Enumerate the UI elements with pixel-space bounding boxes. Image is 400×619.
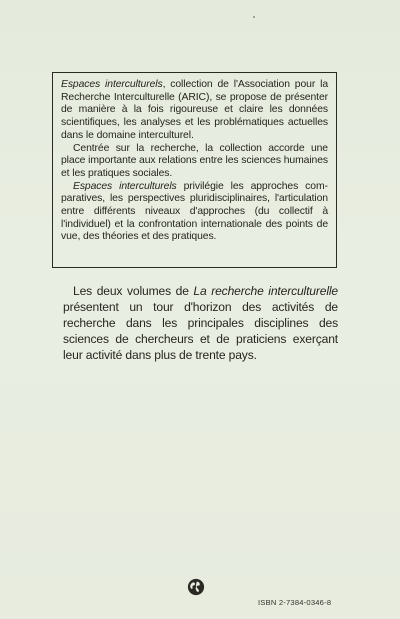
collection-paragraph-3	[61, 181, 328, 245]
book-description	[63, 283, 338, 363]
paper-speck	[253, 16, 255, 18]
globe-icon	[187, 578, 205, 596]
collection-paragraph-1	[61, 79, 328, 143]
collection-title: Espaces interculturels	[61, 79, 163, 90]
collection-text-3: privilégie les approches comparatives, les perspectives pluridisciplinaires, l'articulation entre différents niveaux d'approches (du collectif à l'individuel) et la confrontation internationale des points de vue, des théories et des pratiques.	[61, 180, 328, 243]
description-paragraph	[63, 283, 338, 363]
book-title: La recherche interculturelle	[193, 284, 338, 298]
collection-title-2: Espaces interculturels	[73, 180, 177, 192]
collection-paragraph-2	[61, 143, 328, 181]
collection-box	[52, 72, 337, 268]
collection-text-2: Centrée sur la recherche, la collection accorde une place importante aux relations entre les sciences humaines et les pratiques sociales.	[61, 142, 328, 179]
description-rest: présentent un tour d'horizon des activités de recherche dans les principales disciplines des sciences de chercheurs et de praticiens exerçant leur activité dans plus de trente pays.	[63, 300, 338, 363]
collection-text-1: , collection de l'Association pour la Recherche Interculturelle (ARIC), se propose de présenter de manière à la fois rigoureuse et claire les données scientifiques, les analyses et les problématiques actuelles dans le domaine interculturel.	[61, 79, 328, 141]
description-lead: Les deux volumes de	[73, 284, 194, 298]
isbn-number: ISBN 2-7384-0346-8	[258, 598, 332, 607]
